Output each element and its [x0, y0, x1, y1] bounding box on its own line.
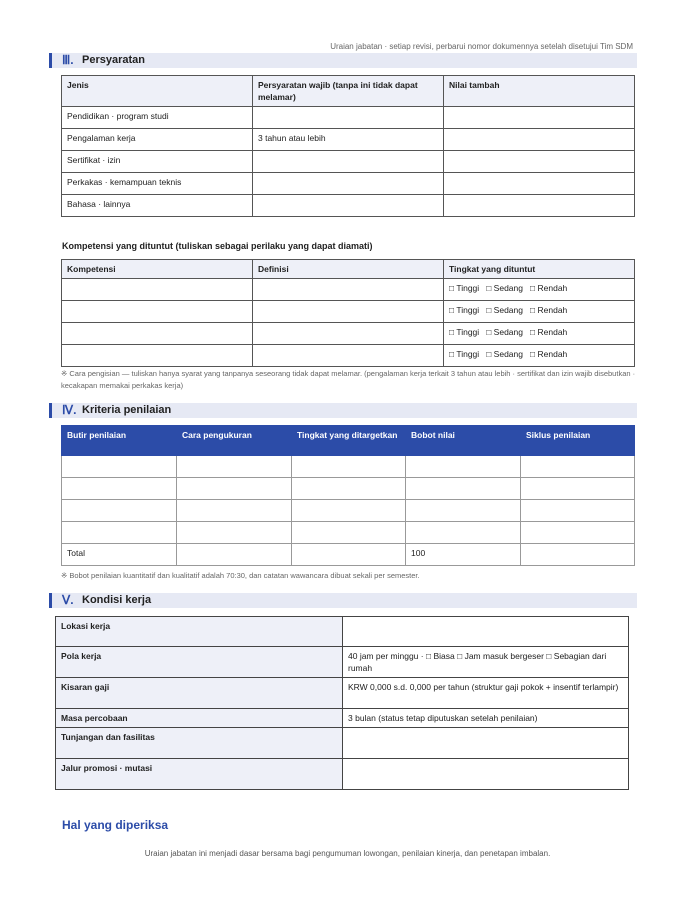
table-cell[interactable]: [444, 151, 635, 173]
checkbox-medium[interactable]: □ Sedang: [486, 327, 523, 337]
checkbox-low[interactable]: □ Rendah: [530, 327, 568, 337]
table-cell[interactable]: [292, 522, 406, 544]
table-cell[interactable]: [444, 195, 635, 217]
table-row: [62, 478, 635, 500]
competency-title: Kompetensi yang dituntut (tuliskan sebagai perilaku yang dapat diamati): [62, 241, 373, 251]
competency-cell[interactable]: [62, 301, 253, 323]
definition-cell[interactable]: [253, 323, 444, 345]
level-options: [444, 345, 635, 367]
table-cell[interactable]: [177, 500, 292, 522]
competency-cell[interactable]: [62, 279, 253, 301]
table-cell[interactable]: [406, 500, 521, 522]
checkbox-high[interactable]: □ Tinggi: [449, 349, 480, 359]
table-cell[interactable]: [521, 478, 635, 500]
table-cell[interactable]: [253, 195, 444, 217]
checkbox-high[interactable]: □ Tinggi: [449, 305, 480, 315]
section-number: Ⅲ.: [62, 53, 74, 67]
section-number: Ⅳ.: [62, 403, 77, 417]
table-cell[interactable]: [521, 500, 635, 522]
table-cell[interactable]: [62, 456, 177, 478]
checkbox-high[interactable]: □ Tinggi: [449, 327, 480, 337]
table-cell[interactable]: [521, 456, 635, 478]
level-options: [444, 279, 635, 301]
column-header: Tingkat yang dituntut: [444, 260, 635, 279]
section-requirements-header: [49, 53, 637, 68]
table-row: [62, 107, 635, 129]
conditions-table: [55, 616, 629, 790]
condition-label: Masa percobaan: [56, 709, 343, 728]
table-row: [56, 617, 629, 647]
table-cell: Pengalaman kerja: [62, 129, 253, 151]
criteria-table: [61, 425, 635, 566]
condition-label: Kisaran gaji: [56, 678, 343, 709]
table-cell: Perkakas · kemampuan teknis: [62, 173, 253, 195]
footer-note: Uraian jabatan ini menjadi dasar bersama bagi pengumuman lowongan, penilaian kinerja, dan penetapan imbalan.: [144, 849, 551, 858]
column-header: Jenis: [62, 76, 253, 107]
column-header: Butir penilaian: [62, 426, 177, 456]
table-cell[interactable]: [177, 522, 292, 544]
column-header: Siklus penilaian: [521, 426, 635, 456]
condition-label: Pola kerja: [56, 647, 343, 678]
table-cell[interactable]: [177, 544, 292, 566]
definition-cell[interactable]: [253, 279, 444, 301]
table-row: [62, 129, 635, 151]
competency-note: ※ Cara pengisian — tuliskan hanya syarat yang tanpanya seseorang tidak dapat melamar. (pengalaman kerja terkait 3 tahun atau lebih · sertifikat dan izin wajib disebutkan · kecakapan memakai perkakas kerja): [61, 369, 636, 390]
table-cell[interactable]: [406, 522, 521, 544]
table-row: [56, 728, 629, 759]
level-options: [444, 323, 635, 345]
table-row: [62, 195, 635, 217]
table-cell[interactable]: [444, 107, 635, 129]
header-note: Uraian jabatan · setiap revisi, perbarui nomor dokumennya setelah disetujui Tim SDM: [330, 42, 633, 51]
table-cell[interactable]: [292, 500, 406, 522]
table-row: [62, 323, 635, 345]
table-cell[interactable]: [292, 544, 406, 566]
table-row: [62, 279, 635, 301]
condition-label: Jalur promosi · mutasi: [56, 759, 343, 790]
table-cell[interactable]: [177, 456, 292, 478]
condition-value[interactable]: [343, 759, 629, 790]
table-cell[interactable]: [253, 173, 444, 195]
condition-label: Lokasi kerja: [56, 617, 343, 647]
section-conditions-header: [49, 593, 637, 608]
section-criteria-header: [49, 403, 637, 418]
checkbox-high[interactable]: □ Tinggi: [449, 283, 480, 293]
competency-cell[interactable]: [62, 345, 253, 367]
total-row: [62, 544, 635, 566]
table-cell[interactable]: 3 tahun atau lebih: [253, 129, 444, 151]
column-header: Persyaratan wajib (tanpa ini tidak dapat melamar): [253, 76, 444, 107]
table-cell: Bahasa · lainnya: [62, 195, 253, 217]
table-row: [56, 759, 629, 790]
table-cell[interactable]: [444, 129, 635, 151]
column-header: Cara pengukuran: [177, 426, 292, 456]
checkbox-low[interactable]: □ Rendah: [530, 349, 568, 359]
column-header: Bobot nilai: [406, 426, 521, 456]
column-header: Definisi: [253, 260, 444, 279]
table-cell[interactable]: [444, 173, 635, 195]
table-cell[interactable]: [177, 478, 292, 500]
checkbox-low[interactable]: □ Rendah: [530, 283, 568, 293]
condition-value[interactable]: KRW 0,000 s.d. 0,000 per tahun (struktur gaji pokok + insentif terlampir): [343, 678, 629, 709]
table-row: [62, 500, 635, 522]
table-cell[interactable]: [292, 478, 406, 500]
definition-cell[interactable]: [253, 345, 444, 367]
checkbox-medium[interactable]: □ Sedang: [486, 283, 523, 293]
column-header: Tingkat yang ditargetkan: [292, 426, 406, 456]
table-cell[interactable]: [253, 151, 444, 173]
table-row: [56, 678, 629, 709]
definition-cell[interactable]: [253, 301, 444, 323]
table-cell[interactable]: [521, 544, 635, 566]
table-row: [62, 301, 635, 323]
table-row: [62, 173, 635, 195]
criteria-note: ※ Bobot penilaian kuantitatif dan kualitatif adalah 70:30, dan catatan wawancara dibuat sekali per semester.: [61, 571, 420, 580]
requirements-table: [61, 75, 635, 217]
checkbox-medium[interactable]: □ Sedang: [486, 305, 523, 315]
total-weight: 100: [406, 544, 521, 566]
condition-label: Tunjangan dan fasilitas: [56, 728, 343, 759]
table-cell: Pendidikan · program studi: [62, 107, 253, 129]
table-row: [62, 522, 635, 544]
table-cell[interactable]: [62, 500, 177, 522]
table-cell: Sertifikat · izin: [62, 151, 253, 173]
total-label: Total: [62, 544, 177, 566]
competency-cell[interactable]: [62, 323, 253, 345]
table-cell[interactable]: [406, 478, 521, 500]
section-title: Kondisi kerja: [82, 594, 152, 606]
checked-items-title: Hal yang diperiksa: [62, 818, 169, 832]
table-cell[interactable]: [521, 522, 635, 544]
table-row: [62, 151, 635, 173]
checkbox-medium[interactable]: □ Sedang: [486, 349, 523, 359]
condition-value[interactable]: [343, 617, 629, 647]
section-title: Kriteria penilaian: [82, 404, 172, 416]
column-header: Nilai tambah: [444, 76, 635, 107]
level-options: [444, 301, 635, 323]
section-number: Ⅴ.: [62, 593, 74, 607]
table-cell[interactable]: [62, 478, 177, 500]
table-row: [56, 647, 629, 678]
competency-table: [61, 259, 635, 367]
table-row: [62, 456, 635, 478]
checkbox-low[interactable]: □ Rendah: [530, 305, 568, 315]
condition-value[interactable]: 40 jam per minggu · □ Biasa □ Jam masuk bergeser □ Sebagian dari rumah: [343, 647, 629, 678]
section-title: Persyaratan: [82, 54, 145, 66]
table-cell[interactable]: [292, 456, 406, 478]
table-row: [62, 345, 635, 367]
table-cell[interactable]: [62, 522, 177, 544]
table-row: [56, 709, 629, 728]
table-cell[interactable]: [406, 456, 521, 478]
table-cell[interactable]: [253, 107, 444, 129]
condition-value[interactable]: 3 bulan (status tetap diputuskan setelah penilaian): [343, 709, 629, 728]
condition-value[interactable]: [343, 728, 629, 759]
column-header: Kompetensi: [62, 260, 253, 279]
